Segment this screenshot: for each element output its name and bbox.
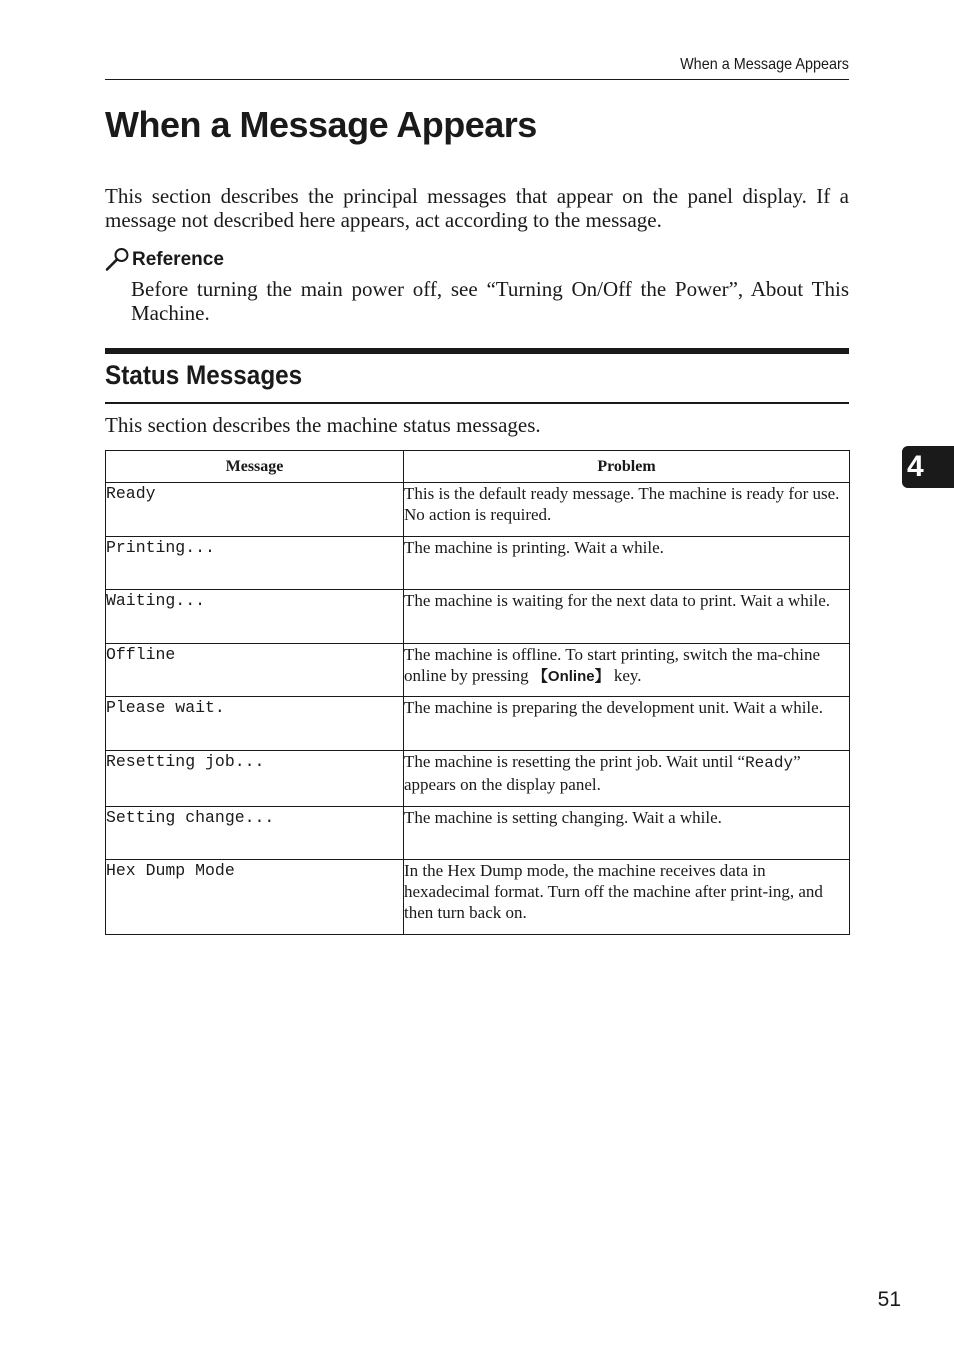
problem-cell: The machine is preparing the development unit. Wait a while. bbox=[404, 697, 850, 751]
problem-cell bbox=[404, 751, 850, 807]
running-header: When a Message Appears bbox=[680, 56, 849, 73]
section-rule-top bbox=[105, 348, 849, 354]
online-key-label: 【Online】 bbox=[532, 668, 610, 685]
problem-cell: In the Hex Dump mode, the machine receives data in hexadecimal format. Turn off the machine after print-ing, and then turn back on. bbox=[404, 860, 850, 935]
column-header-problem: Problem bbox=[404, 451, 850, 483]
message-cell: Printing... bbox=[106, 537, 404, 590]
message-cell: Setting change... bbox=[106, 807, 404, 860]
section-intro: This section describes the machine status messages. bbox=[105, 413, 541, 437]
message-cell: Resetting job... bbox=[106, 751, 404, 807]
intro-paragraph: This section describes the principal messages that appear on the panel display. If a message not described here appears, act according to the message. bbox=[105, 184, 849, 232]
column-header-message: Message bbox=[106, 451, 404, 483]
problem-cell: This is the default ready message. The machine is ready for use. No action is required. bbox=[404, 483, 850, 537]
message-cell: Offline bbox=[106, 644, 404, 697]
magnifier-icon bbox=[105, 246, 131, 272]
problem-cell bbox=[404, 644, 850, 697]
reference-title: Reference bbox=[132, 249, 224, 270]
table-row bbox=[106, 751, 850, 807]
table-row bbox=[106, 860, 850, 935]
ready-message-inline: Ready bbox=[745, 754, 794, 772]
table-row bbox=[106, 644, 850, 697]
chapter-tab: 4 bbox=[902, 446, 954, 488]
section-rule-bottom bbox=[105, 402, 849, 404]
table-row bbox=[106, 483, 850, 537]
problem-text-end: ” appears on the display panel. bbox=[404, 752, 801, 794]
header-rule bbox=[105, 79, 849, 80]
message-cell: Waiting... bbox=[106, 590, 404, 644]
page-number: 51 bbox=[877, 1288, 901, 1311]
message-cell: Please wait. bbox=[106, 697, 404, 751]
table-header-row bbox=[106, 451, 850, 483]
reference-heading bbox=[105, 246, 224, 272]
problem-cell: The machine is waiting for the next data to print. Wait a while. bbox=[404, 590, 850, 644]
section-title: Status Messages bbox=[105, 360, 303, 390]
table-row bbox=[106, 697, 850, 751]
problem-cell: The machine is setting changing. Wait a while. bbox=[404, 807, 850, 860]
status-messages-table bbox=[105, 450, 850, 935]
problem-text-end: key. bbox=[609, 666, 642, 685]
message-cell: Ready bbox=[106, 483, 404, 537]
problem-cell: The machine is printing. Wait a while. bbox=[404, 537, 850, 590]
message-cell: Hex Dump Mode bbox=[106, 860, 404, 935]
table-row bbox=[106, 807, 850, 860]
reference-text: Before turning the main power off, see “Turning On/Off the Power”, About This Machine. bbox=[131, 277, 849, 325]
table-row bbox=[106, 537, 850, 590]
page-title: When a Message Appears bbox=[105, 104, 537, 145]
problem-text: The machine is resetting the print job. Wait until “ bbox=[404, 752, 746, 771]
problem-text: The machine is offline. To start printing, switch the ma-chine online by pressing bbox=[404, 645, 820, 685]
table-row bbox=[106, 590, 850, 644]
